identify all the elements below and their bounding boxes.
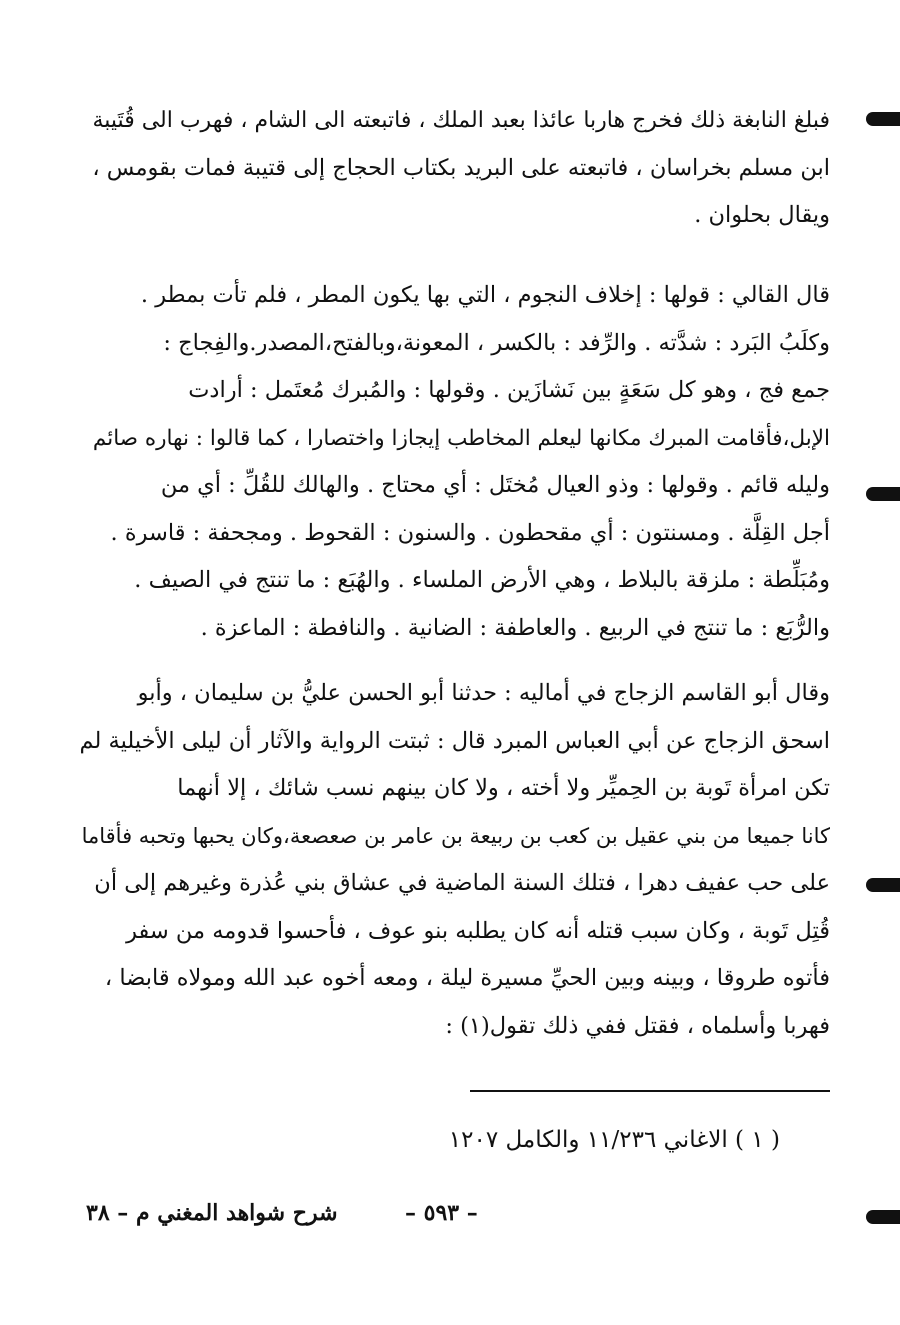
paragraph-2: [78, 272, 830, 652]
scan-edge-mark: [866, 112, 900, 126]
paragraph-1: [78, 97, 830, 240]
text-line: على حب عفيف دهرا ، فتلك السنة الماضية في عشاق بني عُذرة وغيرهم إلى أن: [94, 870, 830, 896]
text-line: وكلَبُ البَرد : شدَّته . والرِّفد : بالكسر ، المعونة،وبالفتح،المصدر.والفِجاج :: [163, 329, 830, 356]
page-number: – ٥٩٣ –: [405, 1200, 478, 1226]
text-line: ومُبَلِّطة : ملزقة بالبلاط ، وهي الأرض الملساء . والهُبَع : ما تنتج في الصيف .: [134, 567, 830, 593]
text-line: والرُّبَع : ما تنتج في الربيع . والعاطفة : الضانية . والنافطة : الماعزة .: [200, 614, 830, 641]
text-line: فأتوه طروقا ، وبينه وبين الحيِّ مسيرة ليلة ، ومعه أخوه عبد الله ومولاه قابضا ،: [104, 965, 830, 991]
text-line: جمع فج ، وهو كل سَعَةٍ بين نَشازَين . وقولها : والمُبرك مُعتَمل : أرادت: [188, 377, 830, 403]
text-line: أجل القِلَّة . ومسنتون : أي مقحطون . والسنون : القحوط . ومجحفة : قاسرة .: [110, 519, 830, 546]
text-line: قُتِل تَوبة ، وكان سبب قتله أنه كان يطلبه بنو عوف ، فأحسوا قدومه من سفر: [126, 917, 830, 944]
paragraph-3: [78, 670, 830, 1050]
text-line: فبلغ النابغة ذلك فخرج هاربا عائذا بعبد الملك ، فاتبعته الى الشام ، فهرب الى قُتَيبة: [92, 108, 830, 133]
text-line: ويقال بحلوان .: [694, 202, 830, 228]
scan-edge-mark: [866, 878, 900, 892]
footnote-separator: [470, 1090, 830, 1092]
scan-edge-mark: [866, 1210, 900, 1224]
text-line: فهربا وأسلماه ، فقتل ففي ذلك تقول(١) :: [445, 1012, 830, 1039]
text-line: كانا جميعا من بني عقيل بن كعب بن ربيعة بن عامر بن صعصعة،وكان يحبها وتحبه فأقاما: [81, 823, 830, 848]
footnote: ( ١ ) الاغاني ١١/٢٣٦ والكامل ١٢٠٧: [448, 1127, 780, 1153]
text-line: الإبل،فأقامت المبرك مكانها ليعلم المخاطب إيجازا واختصارا ، كما قالوا : نهاره صائم: [92, 425, 830, 451]
text-line: اسحق الزجاج عن أبي العباس المبرد قال : ثبتت الرواية والآثار أن ليلى الأخيلية لم: [79, 727, 830, 754]
text-line: وليله قائم . وقولها : وذو العيال مُختَل : أي محتاج . والهالك للقُلِّ : أي من: [160, 472, 830, 498]
text-line: ابن مسلم بخراسان ، فاتبعته على البريد بكتاب الحجاج إلى قتيبة فمات بقومس ،: [92, 154, 830, 181]
text-line: قال القالي : قولها : إخلاف النجوم ، التي بها يكون المطر ، فلم تأت بمطر .: [140, 282, 830, 308]
text-line: تكن امرأة تَوبة بن الحِميِّر ولا أخته ، ولا كان بينهم نسب شائك ، إلا أنهما: [177, 775, 830, 801]
running-footer-title: شرح شواهد المغني م – ٣٨: [86, 1200, 338, 1226]
text-line: وقال أبو القاسم الزجاج في أماليه : حدثنا أبو الحسن عليُّ بن سليمان ، وأبو: [137, 680, 830, 706]
scan-edge-mark: [866, 487, 900, 501]
